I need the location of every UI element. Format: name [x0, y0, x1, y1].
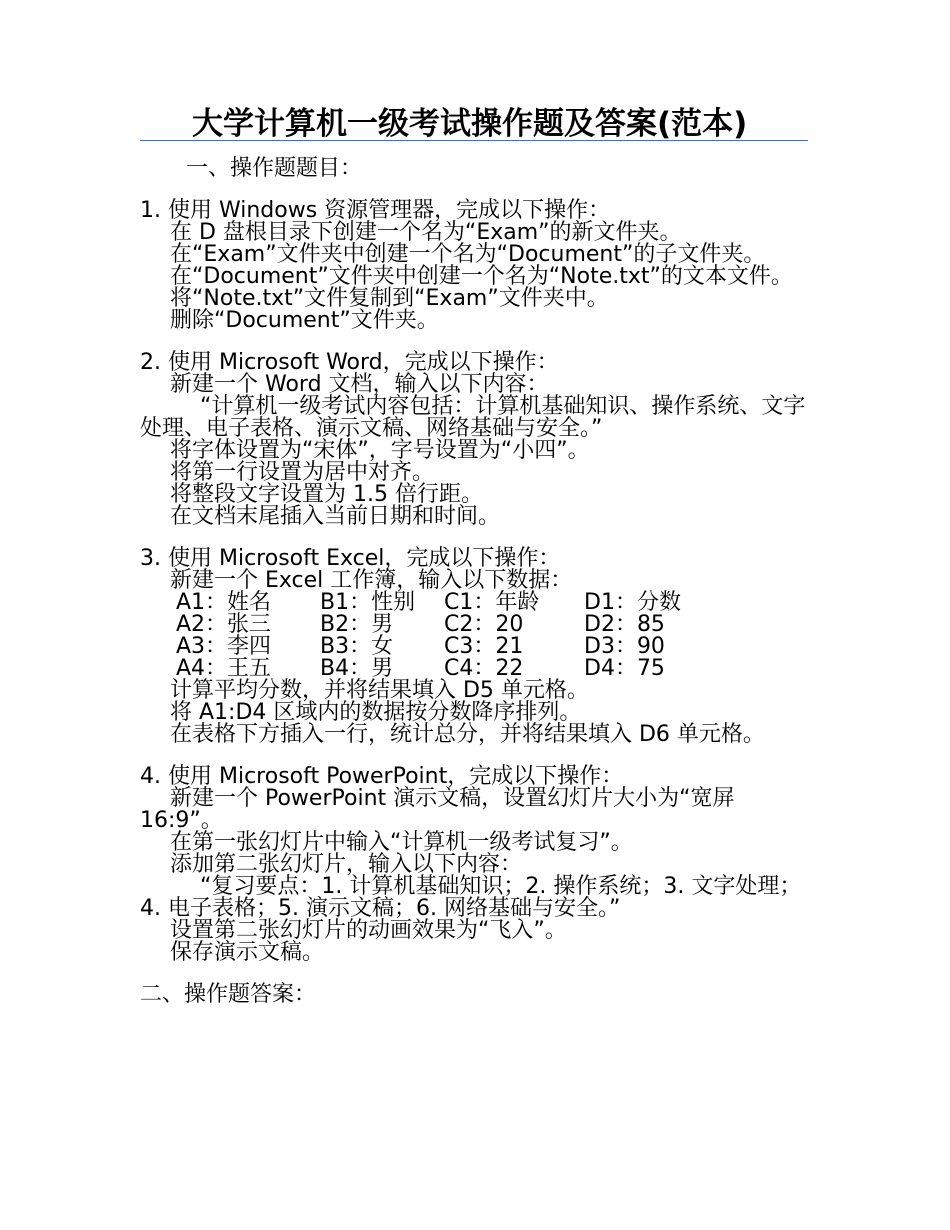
q4-quote: “复习要点：1. 计算机基础知识；2. 操作系统；3. 文字处理；4. 电子表格；5. 演示文稿；6. 网络基础与安全。” — [140, 874, 802, 921]
q3-cell: A2：张三 — [176, 612, 272, 637]
q3-intro: 新建一个 Excel 工作簿，输入以下数据： — [170, 568, 573, 593]
q3-item: 计算平均分数，并将结果填入 D5 单元格。 — [170, 678, 589, 703]
q3-cell: D3：90 — [584, 634, 665, 659]
q3-cell: D4：75 — [584, 656, 665, 681]
section-heading-answers: 二、操作题答案： — [140, 982, 317, 1007]
q1-item: 在 D 盘根目录下创建一个名为“Exam”的新文件夹。 — [170, 220, 682, 245]
q3-cell: C4：22 — [444, 656, 524, 681]
q3-data-row — [140, 614, 810, 636]
q3-cell: A3：李四 — [176, 634, 272, 659]
q2-item: 将整段文字设置为 1.5 倍行距。 — [170, 482, 483, 507]
q3-cell: A1：姓名 — [176, 590, 272, 615]
q3-cell: C1：年龄 — [444, 590, 540, 615]
q3-item: 将 A1:D4 区域内的数据按分数降序排列。 — [170, 700, 582, 725]
q4-item: 保存演示文稿。 — [170, 940, 325, 965]
q3-item: 在表格下方插入一行，统计总分，并将结果填入 D6 单元格。 — [170, 722, 765, 747]
q2-item: 将第一行设置为居中对齐。 — [170, 460, 435, 485]
q3-cell: C3：21 — [444, 634, 524, 659]
q4-item: 设置第二张幻灯片的动画效果为“飞入”。 — [170, 918, 567, 943]
q2-item: 在文档末尾插入当前日期和时间。 — [170, 504, 501, 529]
q3-cell: A4：王五 — [176, 656, 272, 681]
q4-heading: 4. 使用 Microsoft PowerPoint，完成以下操作： — [140, 764, 624, 789]
q3-cell: D2：85 — [584, 612, 665, 637]
q3-heading: 3. 使用 Microsoft Excel，完成以下操作： — [140, 546, 561, 571]
document-title: 大学计算机一级考试操作题及答案(范本) — [192, 106, 748, 142]
q4-item: 新建一个 PowerPoint 演示文稿，设置幻灯片大小为“宽屏 16:9”。 — [140, 786, 735, 833]
q3-cell: B2：男 — [320, 612, 394, 637]
title-underline — [140, 140, 808, 141]
document-body — [140, 158, 810, 1006]
q3-data-row — [140, 592, 810, 614]
q3-cell: C2：20 — [444, 612, 524, 637]
q3-cell: B3：女 — [320, 634, 394, 659]
section-heading-questions: 一、操作题题目： — [186, 156, 363, 181]
q4-item: 在第一张幻灯片中输入“计算机一级考试复习”。 — [170, 830, 633, 855]
q1-item: 在“Document”文件夹中创建一个名为“Note.txt”的文本文件。 — [170, 264, 793, 289]
q2-heading: 2. 使用 Microsoft Word，完成以下操作： — [140, 350, 559, 375]
q3-cell: D1：分数 — [584, 590, 681, 615]
q1-item: 删除“Document”文件夹。 — [170, 308, 439, 333]
q3-data-row — [140, 658, 810, 680]
q2-item: 新建一个 Word 文档，输入以下内容： — [170, 372, 549, 397]
q4-item: 添加第二张幻灯片，输入以下内容： — [170, 852, 523, 877]
q2-quote: “计算机一级考试内容包括：计算机基础知识、操作系统、文字处理、电子表格、演示文稿、网络基础与安全。” — [140, 394, 806, 441]
q1-heading: 1. 使用 Windows 资源管理器，完成以下操作： — [140, 198, 611, 223]
q1-item: 将“Note.txt”文件复制到“Exam”文件夹中。 — [170, 286, 609, 311]
q2-item: 将字体设置为“宋体”，字号设置为“小四”。 — [170, 438, 590, 463]
q1-item: 在“Exam”文件夹中创建一个名为“Document”的子文件夹。 — [170, 242, 766, 267]
q3-cell: B1：性别 — [320, 590, 416, 615]
q3-data-row — [140, 636, 810, 658]
q3-cell: B4：男 — [320, 656, 394, 681]
